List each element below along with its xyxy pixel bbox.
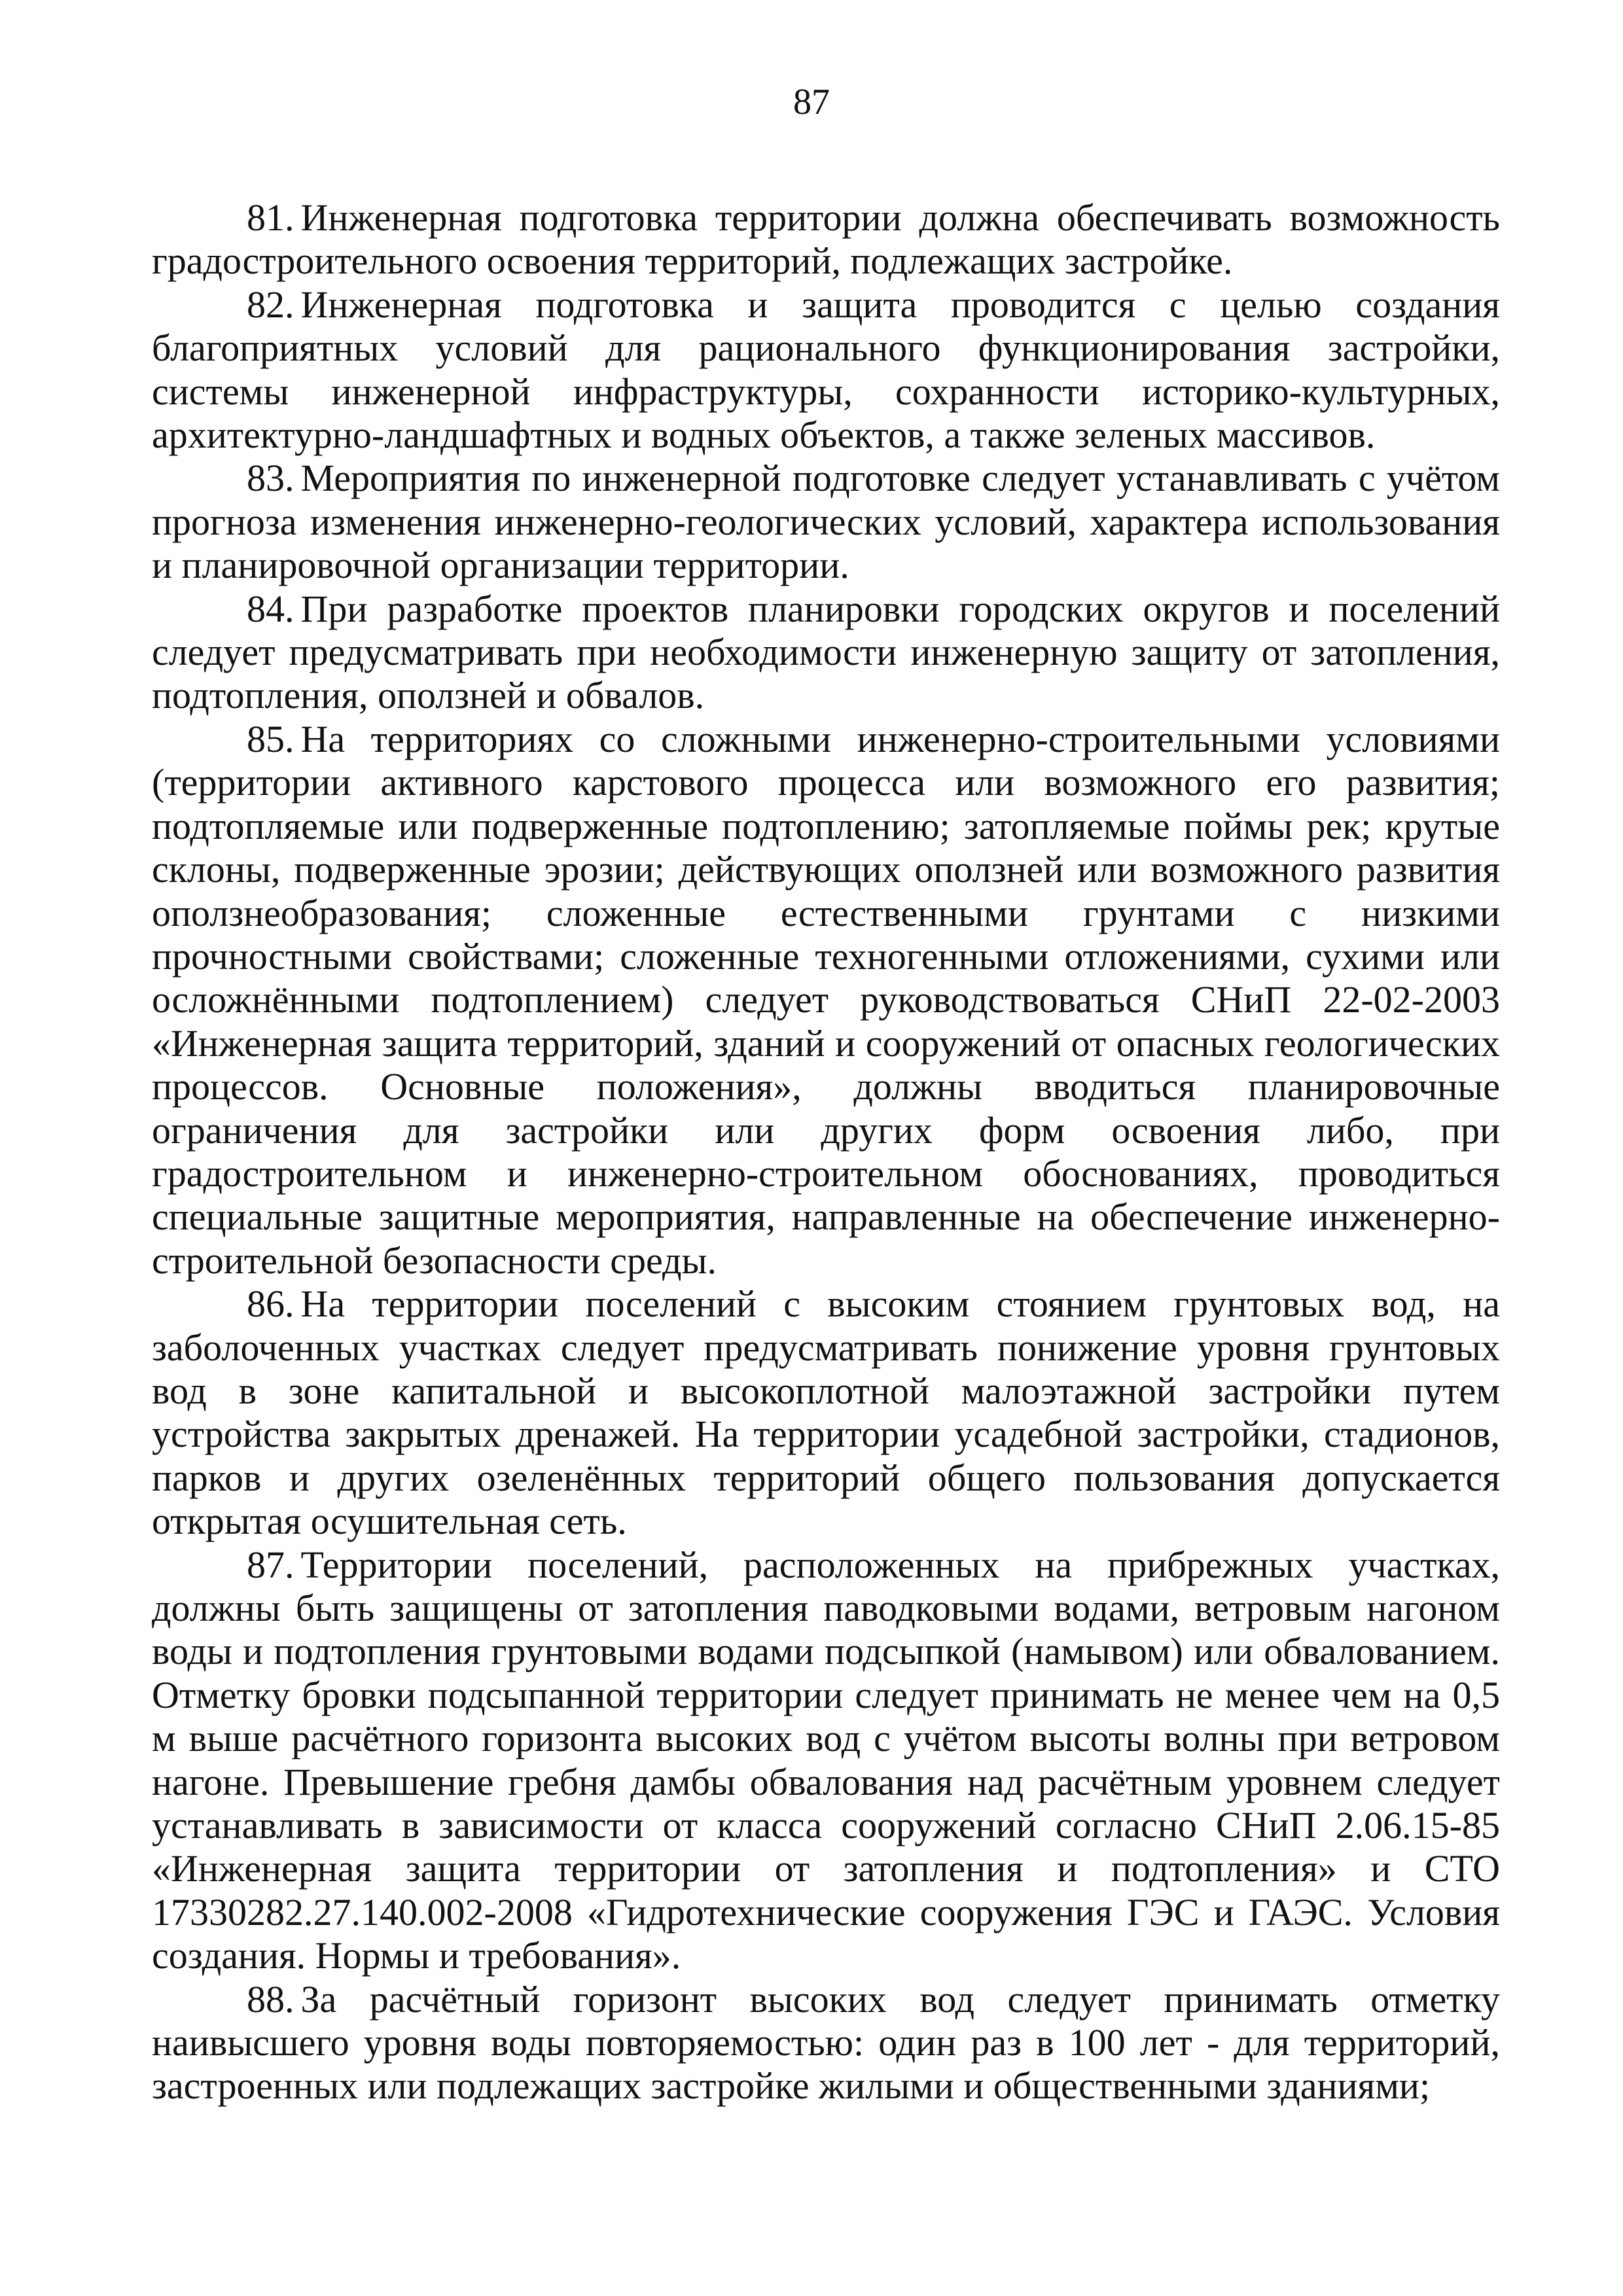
page-number: 87 <box>793 82 830 122</box>
paragraph-85 <box>152 718 1500 1282</box>
paragraph-82 <box>152 283 1500 457</box>
paragraph-number: 88. <box>247 1977 294 2021</box>
paragraph-number: 85. <box>247 717 294 760</box>
paragraph-text: Территории поселений, расположенных на прибрежных участках, должны быть защищены от затопления паводковыми водами, ветровым нагоном воды и подтопления грунтовыми водами подсыпкой (намывом) или обвалованием. Отметку бровки подсыпанной территории следует принимать не менее чем на 0,5 м выше расчётного горизонта высоких вод с учётом высоты волны при ветровом нагоне. Превышение гребня дамбы обвалования над расчётным уровнем следует устанавливать в зависимости от класса сооружений согласно СНиП 2.06.15-85 «Инженерная защита территории от затопления и подтопления» и СТО 17330282.27.140.002-2008 «Гидротехнические сооружения ГЭС и ГАЭС. Условия создания. Нормы и требования». <box>152 1543 1500 1977</box>
paragraph-number: 84. <box>247 587 294 630</box>
document-body <box>152 196 1500 2108</box>
paragraph-87 <box>152 1544 1500 1978</box>
paragraph-number: 87. <box>247 1543 294 1586</box>
paragraph-number: 83. <box>247 457 294 500</box>
paragraph-text: За расчётный горизонт высоких вод следует принимать отметку наивысшего уровня воды повторяемостью: один раз в 100 лет - для территорий, застроенных или подлежащих застройке жилыми и общественными зданиями; <box>152 1977 1500 2108</box>
paragraph-number: 81. <box>247 196 294 239</box>
paragraph-number: 82. <box>247 283 294 326</box>
paragraph-number: 86. <box>247 1282 294 1326</box>
paragraph-text: При разработке проектов планировки городских округов и поселений следует предусматривать при необходимости инженерную защиту от затопления, подтопления, оползней и обвалов. <box>152 587 1500 717</box>
paragraph-84 <box>152 588 1500 718</box>
paragraph-88 <box>152 1978 1500 2108</box>
paragraph-86 <box>152 1282 1500 1543</box>
paragraph-text: На территории поселений с высоким стоянием грунтовых вод, на заболоченных участках следует предусматривать понижение уровня грунтовых вод в зоне капитальной и высокоплотной малоэтажной застройки путем устройства закрытых дренажей. На территории усадебной застройки, стадионов, парков и других озеленённых территорий общего пользования допускается открытая осушительная сеть. <box>152 1282 1500 1543</box>
paragraph-text: Инженерная подготовка и защита проводится с целью создания благоприятных условий для рационального функционирования застройки, системы инженерной инфраструктуры, сохранности историко-культурных, архитектурно-ландшафтных и водных объектов, а также зеленых массивов. <box>152 283 1500 457</box>
paragraph-83 <box>152 457 1500 587</box>
paragraph-text: Инженерная подготовка территории должна обеспечивать возможность градостроительного освоения территорий, подлежащих застройке. <box>152 196 1500 283</box>
paragraph-text: На территориях со сложными инженерно-строительными условиями (территории активного карстового процесса или возможного его развития; подтопляемые или подверженные подтоплению; затопляемые поймы рек; крутые склоны, подверженные эрозии; действующих оползней или возможного развития оползнеобразования; сложенные естественными грунтами с низкими прочностными свойствами; сложенные техногенными отложениями, сухими или осложнёнными подтоплением) следует руководствоваться СНиП 22-02-2003 «Инженерная защита территорий, зданий и сооружений от опасных геологических процессов. Основные положения», должны вводиться планировочные ограничения для застройки или других форм освоения либо, при градостроительном и инженерно-строительном обоснованиях, проводиться специальные защитные мероприятия, направленные на обеспечение инженерно-строительной безопасности среды. <box>152 717 1500 1282</box>
paragraph-81 <box>152 196 1500 283</box>
paragraph-text: Мероприятия по инженерной подготовке следует устанавливать с учётом прогноза изменения инженерно-геологических условий, характера использования и планировочной организации территории. <box>152 457 1500 587</box>
